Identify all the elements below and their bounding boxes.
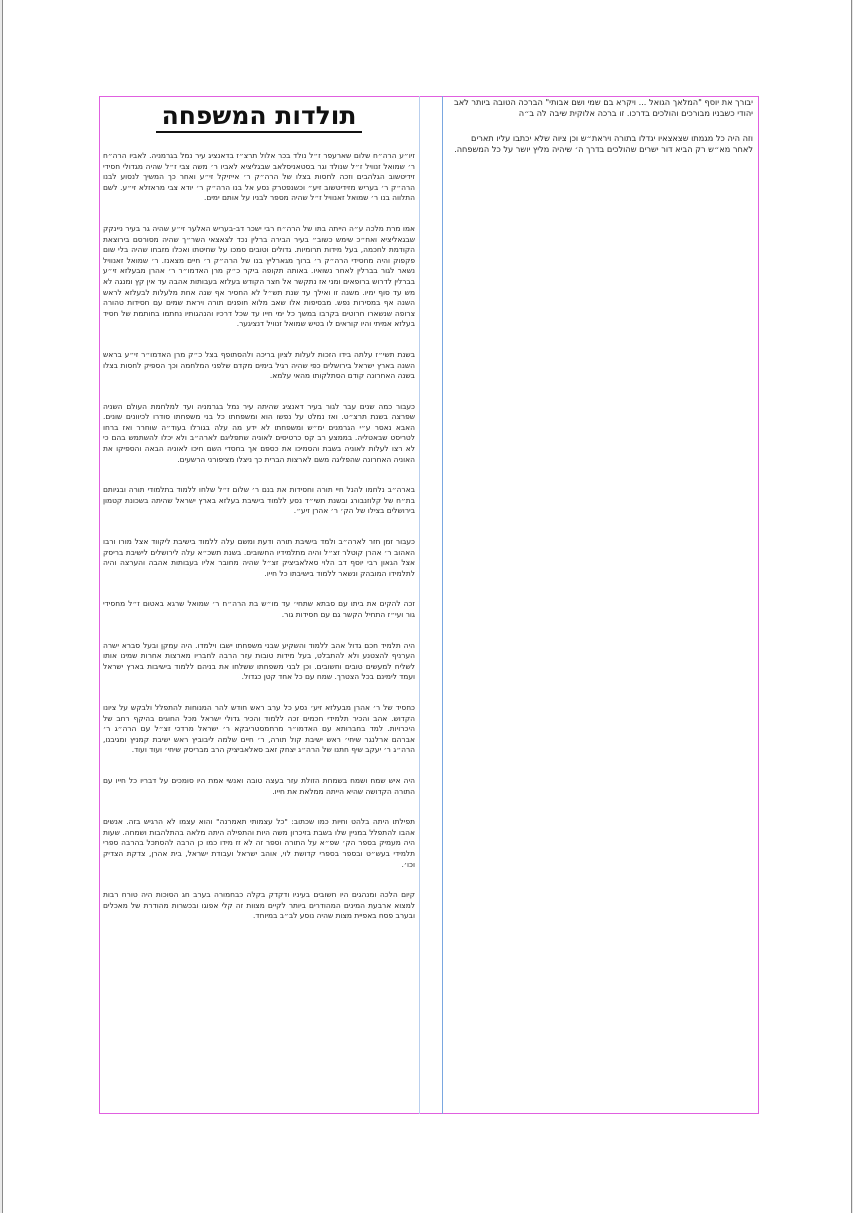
paragraph-11: תפילתו היתה בלהט וחיות כמו שכתוב: "כל עצמותי תאמרנה" והוא עצמו לא הרגיש בזה. אנשים אהבו להתפלל במניין שלו בשבת בזיכרון משה היות והתפילה היתה מלאה בהתלהבות ושמחה. שעות היה מעמיק בספר הק׳ שפ״א על התורה וספר זה לא זז מידו כמו כן הרבה להסתכל בהרבה ספרי תלמידי בעש״ט ובספר בספרי קדושת לוי, אוהב ישראל ועבודת ישראל, בית אהרן, צדקת הצדיק וכו׳. [103,817,415,869]
paragraph-5: בארה״ב נלחמו להנל חיי תורה וחסידות את בנם ר׳ שלום ז״ל שלחו ללמוד בתלמודי תורה ובגיותם בת״ח של קלוזנבורג ובשנת תשי״ד נסע ללמוד בישיבת בעלזא בארץ ישראל שהיתה בשכונת קטמון בירושלים בצילו של הק׳ ר׳ אהרן זיע״. [103,485,415,516]
column-guide-inner [419,96,420,1114]
paragraph-7: זכה להקים את ביתו עם סבתא שתחי׳ עד מו״ש בת הרה״ח ר׳ שמואל שרגא באטום ז״ל מחסידי גור ועי״ז התחיל הקשר גם עם חסידות גור. [103,599,415,619]
right-paragraph-1: יבורך את יוסף "המלאך הגואל ... ויקרא בם שמי ושם אבותי" הברכה הטובה ביותר לאב יהודי כשבניו מבורכים והולכים בדרכו. זו ברכה אלוקית שיבה לה ב״ה [453,97,753,118]
column-guide [442,96,443,1114]
page-title-text: תולדות המשפחה [156,101,363,133]
paragraph-4: כעבור כמה שנים עבר לגור בעיר דאנציג שהיתה עיר נמל בגרמניה ועד למלחמת העולם השניה שפרצה בשנת תרצ״ט. ואז נמלט על נפשו הוא ומשפחתו כל בני משפחתו סודרו לכיוונים שונים. האבא נאסר ע״י הגרמנים ימ״ש ומשפחתו לא ידע מה עלה בגורלו בעוד״ה שוחרר ואז ברחו לטריסט שבאטליה. בממצע רב קס כרטיסים לאוניה שתפליגם לארה״ב ולא יכלו להשתמש בהם כי לא רצו לעלות לאוניה בשבת והסמיכו את כספם אך בחסדי השם חיכו לאוניה הבאה והספיקו את האוניה האחרונה שהפליגה משם לארצות הברית כך ניצלו מציפורני הרשעים. [103,401,415,464]
paragraph-6: כעבור זמן חזר לארה״ב ולמד בישיבת תורה ודעת ומשם עלה ללמוד בישיבת ליקווד אצל מורו ורבו האהוב ר׳ אהרן קוטלר זצ״ל והיה מתלמידיו החשובים. בשנת תשכ״א עלה לירושלים לישיבת בריסק אצל הגאון רבי יוסף דב הלוי סאלאביציק זצ״ל שהיה מחובר אליו בעבותות אהבה והערצה והיה לתלמידו המובהק ונשאר ללמוד בישיבתו כל חייו. [103,537,415,578]
document-page [2,0,852,1213]
paragraph-12: קיום הלכה ומנהגים היו חשובים בעיניו ודקדק בקלה כבחמורה בערב חג הסוכות היה טורח רבות למצוא ארבעת המינים המהודרים ביותר לקיים מצוות זה קלי אפוגו ובכשרות מהודרת של מאכלים ובערב פסח באפיית מצות שהיה נוסע לב״ב במיוחד. [103,890,415,921]
paragraph-8: היה תלמיד חכם גדול אהב ללמוד והשקיע שבני משפחתו ישבו וילמדו. היה עמקן ובעל סברא ישרה הערניף להצטנע ולא להתבלט, בעל מידות טובות עזר הרבה לחבריו מארצות אחרות שמינו אותו לשליח למעשים טובים וחשובים. וכן לבני משפחתו ששלחו את בניהם ללמוד בישיבות בארץ ישראל ועמד לימינם בכל הצטרך. שמח עם כל אחד קטן כגדול. [103,640,415,682]
paragraph-9: כחסיד של ר׳ אהרן מבעלזא זיע׳ נסע כל ערב ראש חודש להר המנוחות להתפלל ולבקש על ציונו הקדוש. אהב והכיר תלמידי חכמים זכה ללמוד והכיר גדולי ישראל מכל החוגים בהיקף רחב של היכרויות. למד בחברותא עם האדמו״ר מרחמסטריבקא ר׳ ישראל מרדכי זצ״ל עם הרה״ג ר׳ אברהם ארלנגר שיחי׳ ראש ישיבת קול תורה, ר׳ חיים שלמה ליבוביץ ראש ישיבת קמניץ ומגיבנו, הרה״ג ר׳ יעקב שיף חתנו של הרה״ג יצחק זאב סאלאביציק הרב מבריסק שיחי׳ ועוד ועוד. [103,702,415,755]
right-paragraph-2: וזה היה כל מגמתו שצאצאיו יגדלו בתורה ויראת״ש וכן ציוה שלא יכתבו עליו תארים לאחר מא״ש רק הביא דור ישרים שהולכים בדרך ה׳ שיהיה מליץ יושר על כל המשפחה. [454,133,753,154]
paragraph-1: זיו״ע הרה״ח שלום שארעפר ז״ל נולד בכר אלול תרצ״ז בדאנציג עיר נמל בגרמניה. לאביו הרה״ח ר׳ שמואל זנוויל ז״ל שנולד וגר בסטאניסלאב שבגליציא לאביו ר׳ משה צבי ז״ל שהיה מגדולי חסידי זידיטשוב הגלהבים וזכה לחסות בצלו של הרה״ק ר׳ אייזיקל זי״ע ואחר כך המשיך לנסוע לבנו הרה״ק ר׳ בעריש מזידיטשוב זיע״ וכשנפטרק נסע אל בנו הרה״ק ר׳ יודא צבי מראזלא זי״ע. לשם התלווה בנו ר׳ שמואל זאנוויל ז״ל שהיה מספר לבניו על אותם ימים. [103,151,415,203]
page-title [103,99,415,133]
paragraph-3: בשנת תשי״ז עלתה בידו הזכות לעלות לציון בריכה ולהסתופף בצל כ״ק מרן האדמו״ר זי״ע בראש השנה בארץ ישראל בירושלים כפי שהיה רגיל בימים מקדם שלפני המלחמה וכך הספיק לחסות בצלו בשנה האחרונה קודם הסתלקותו מהאי עלמא. [103,349,415,381]
right-column [449,97,753,1107]
left-column [103,97,415,1111]
paragraph-2: אמו מרת מלכה ע״ה הייתה בתו של הרה״ח רבי ישכר דב-בעריש האלער זי״ע שהיה גר בעיר ניינקק שבגאליציא ואח״כ שימש כשוב״ בעיר הבירה ברלין נכד לצאצאי השר״ך שהיה מסורסם בירוצאת הקודמת לחכמה, בעל מידות תרומיות. גדולים וטובים סמכו על שחיטתו ואכלו מזבחו שהיה בלי שום פקפוק והיה מחסידי הרה״ק ר׳ ברוך מגארליץ בנו של הרה״ק ר׳ חיים מצאנז. ר׳ שמואל זאנוויל נשאר לגור בברלין לאחר נשואיו. באותה תקופה ביקר כ״ק מרן האדמו״ר ר׳ אהרן מבעלזא זי״ע בברלין לדרוש ברופאים ומני אז נתקשר אל חצר הקודש בעלזא בעבותות אהבה עד אין קץ ומנגה לא מש עד סוף ימיו. משנה זו ואילך עד שנת תש״ל לא החסיר אף שנה אחת מלעלות לבעלזא לראש השנה אף במסירות נפש. מבסיפות אלו שאב מלוא חופנים תורה ויראת שמים עם חסידות טהורה צרופה שנשארו חרוטים בקרבו במשך כל ימי חייו עד שכל דרכיו והנהגותיו נחתמו בחותמת של חסיד בעלזא אמיתי והיו קוראים לו בטיש שמואל זנוויל דנציגער. [103,223,415,329]
paragraph-10: היה איש שמח ושמח בשמחת הזולת עזר בעצה טובה ואנשי אמת היו סומכים על דבריו כל חייו עם התורה הקדושה שהיא הייתה ממלאת את חייו. [103,775,415,796]
